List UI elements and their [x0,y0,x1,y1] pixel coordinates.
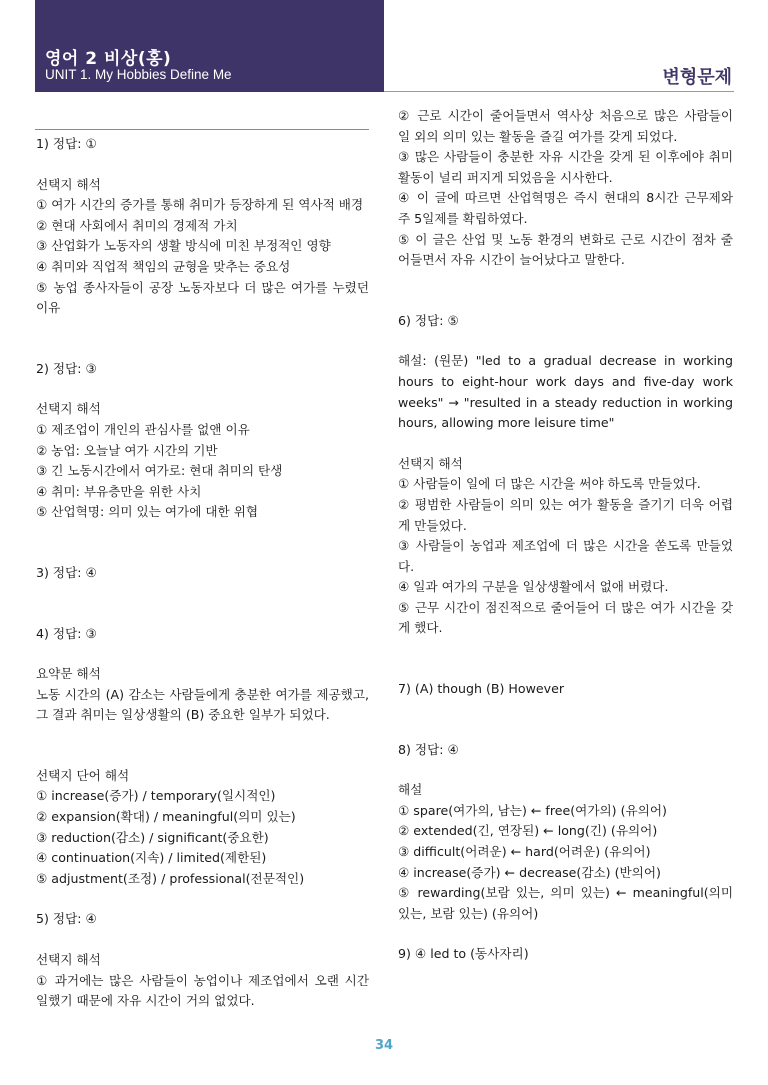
spacer [398,271,733,291]
text-line: ③ reduction(감소) / significant(중요한) [36,829,269,845]
text-line: 3) 정답: ④ [36,564,97,580]
text-line: ⑤ rewarding(보람 있는, 의미 있는) ← meaningful(의미 있는, 보람 있는) (유의어) [398,885,738,921]
text-line: ④ 취미: 부유층만을 위한 사치 [36,483,202,499]
text-line: ① 사람들이 일에 더 많은 시간을 써야 하도록 만들었다. [398,476,701,492]
spacer [36,644,369,664]
text-line: 해설 [398,782,423,798]
text-line: ⑤ adjustment(조정) / professional(전문적인) [36,870,305,886]
text-line: 선택지 해석 [36,952,101,968]
spacer [398,720,733,740]
spacer [36,930,369,950]
unit-subtitle: UNIT 1. My Hobbies Define Me [45,67,232,82]
text-line: ① 여가 시간의 증가를 통해 취미가 등장하게 된 역사적 배경 [36,197,364,213]
spacer [398,924,733,944]
page-number: 34 [374,1038,394,1053]
text-line: ④ 취미와 직업적 책임의 균형을 맞추는 중요성 [36,258,291,274]
spacer [398,434,733,454]
text-line: ① spare(여가의, 남는) ← free(여가의) (유의어) [398,802,667,818]
spacer [398,760,733,780]
spacer [398,700,733,720]
header-banner [35,0,384,92]
text-line: ⑤ 산업혁명: 의미 있는 여가에 대한 위협 [36,504,259,520]
spacer [36,746,369,766]
spacer [36,604,369,624]
text-line: 4) 정답: ③ [36,625,97,641]
text-line: ② expansion(확대) / meaningful(의미 있는) [36,809,296,825]
text-line: 요약문 해석 [36,666,101,682]
text-line: ② 현대 사회에서 취미의 경제적 가치 [36,217,238,233]
text-line: ③ 많은 사람들이 충분한 자유 시간을 갖게 된 이후에야 취미 활동이 널리 퍼지게 되었음을 시사한다. [398,149,738,185]
text-line: ④ 일과 여가의 구분을 일상생활에서 없애 버렸다. [398,579,669,595]
text-line: ④ increase(증가) ← decrease(감소) (반의어) [398,864,661,880]
text-line: ⑤ 이 글은 산업 및 노동 환경의 변화로 근로 시간이 점차 줄어들면서 자유 시간이 늘어났다고 말한다. [398,231,733,268]
text-line: 7) (A) though (B) However [398,681,565,697]
spacer [36,584,369,604]
spacer [36,319,369,339]
text-line: 해설: (원문) "led to a gradual decrease in working hours to eight-hour work days and five-day work weeks" → "resulted in a steady reduction in working hours, allowing more leisure time" [398,353,738,431]
book-title: 영어 2 비상(홍) [45,49,172,69]
text-line: ⑤ 농업 종사자들이 공장 노동자보다 더 많은 여가를 누렸던 이유 [36,279,374,316]
text-line: 선택지 해석 [398,455,463,471]
text-line: ③ 산업화가 노동자의 생활 방식에 미친 부정적인 영향 [36,238,331,254]
text-line: 9) ④ led to (동사자리) [398,946,529,962]
header-divider [384,91,734,92]
right-column [398,106,738,965]
text-line: ④ 이 글에 따르면 산업혁명은 즉시 현대의 8시간 근무제와 주 5일제를 확립하였다. [398,190,738,226]
spacer [36,379,369,399]
text-line: 1) 정답: ① [36,136,97,151]
text-line: 6) 정답: ⑤ [398,312,459,328]
spacer [398,639,733,659]
text-line: ⑤ 근무 시간이 점진적으로 줄어들어 더 많은 여가 시간을 갖게 했다. [398,599,733,636]
left-column [36,134,374,1012]
text-line: 선택지 해석 [36,176,101,192]
text-line: 선택지 해석 [36,401,101,417]
text-line: 2) 정답: ③ [36,360,97,376]
spacer [398,331,733,351]
section-tag: 변형문제 [662,67,732,88]
text-line: ① 과거에는 많은 사람들이 농업이나 제조업에서 오랜 시간 일했기 때문에 자유 시간이 거의 없었다. [36,972,374,1009]
text-line: ② 근로 시간이 줄어들면서 역사상 처음으로 많은 사람들이 일 외의 의미 있는 활동을 즐길 여가를 갖게 되었다. [398,108,738,144]
text-line: 노동 시간의 (A) 감소는 사람들에게 충분한 여가를 제공했고, 그 결과 취미는 일상생활의 (B) 중요한 일부가 되었다. [36,686,374,723]
column-divider [35,129,369,130]
text-line: ② 평범한 사람들이 의미 있는 여가 활동을 즐기기 더욱 어렵게 만들었다. [398,496,733,533]
text-line: ③ 사람들이 농업과 제조업에 더 많은 시간을 쏟도록 만들었다. [398,538,733,574]
text-line: ② 농업: 오늘날 여가 시간의 기반 [36,442,218,458]
spacer [36,339,369,359]
text-line: 선택지 단어 해석 [36,767,130,783]
spacer [36,889,369,909]
text-line: ④ continuation(지속) / limited(제한된) [36,850,267,866]
text-line: 8) 정답: ④ [398,741,459,757]
text-line: ② extended(긴, 연장된) ← long(긴) (유의어) [398,823,658,839]
spacer [36,543,369,563]
text-line: ① 제조업이 개인의 관심사를 없앤 이유 [36,421,250,437]
text-line: ③ difficult(어려운) ← hard(어려운) (유의어) [398,844,651,860]
text-line: 5) 정답: ④ [36,911,97,927]
spacer [398,659,733,679]
spacer [36,155,369,175]
text-line: ① increase(증가) / temporary(일시적인) [36,788,276,804]
text-line: ③ 긴 노동시간에서 여가로: 현대 취미의 탄생 [36,463,283,479]
spacer [36,726,369,746]
spacer [36,523,369,543]
spacer [398,291,733,311]
